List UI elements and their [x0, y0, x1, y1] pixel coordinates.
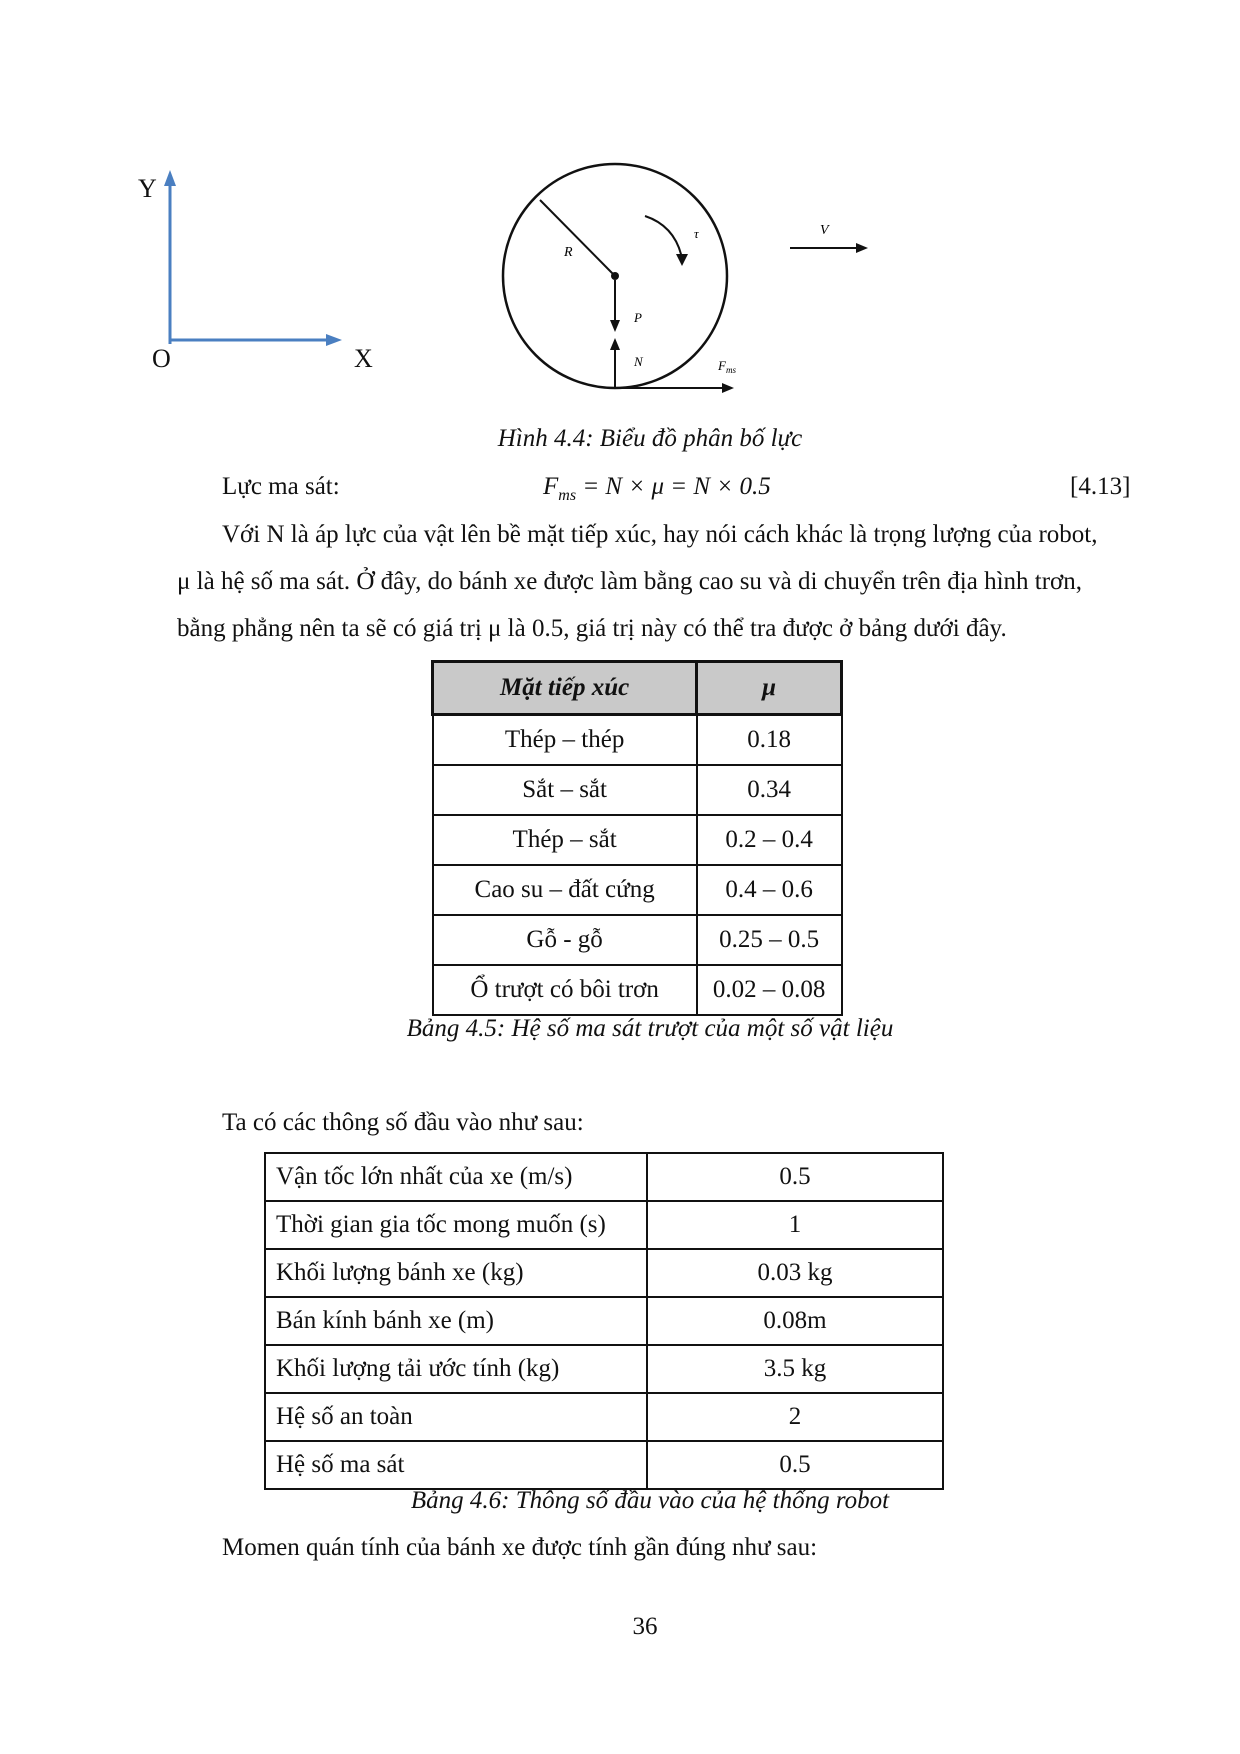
- coefficient-cell: 0.25 – 0.5: [697, 915, 842, 965]
- closing-text: Momen quán tính của bánh xe được tính gần đúng như sau:: [222, 1534, 818, 1561]
- param-name: Khối lượng tải ước tính (kg): [265, 1345, 647, 1393]
- param-table-caption: Bảng 4.6: Thông số đầu vào của hệ thống robot: [410, 1487, 890, 1514]
- param-name: Khối lượng bánh xe (kg): [265, 1249, 647, 1297]
- table-row: [265, 1441, 943, 1489]
- x-axis-label: X: [354, 344, 373, 373]
- coefficient-cell: 0.4 – 0.6: [697, 865, 842, 915]
- paragraph-line-2: μ là hệ số ma sát. Ở đây, do bánh xe được làm bằng cao su và di chuyển trên địa hình trơn,: [177, 568, 1083, 595]
- material-cell: Sắt – sắt: [433, 765, 697, 815]
- param-value: 0.08m: [647, 1297, 943, 1345]
- equation-rhs: = N × μ = N × 0.5: [576, 473, 771, 500]
- paragraph-line-1: Với N là áp lực của vật lên bề mặt tiếp xúc, hay nói cách khác là trọng lượng của robot,: [222, 521, 1098, 548]
- material-cell: Gỗ - gỗ: [433, 915, 697, 965]
- material-cell: Thép – thép: [433, 715, 697, 766]
- radius-label: R: [564, 245, 573, 260]
- input-parameters-table: [264, 1152, 944, 1490]
- table-row: [433, 765, 842, 815]
- figure-caption: Hình 4.4: Biểu đồ phân bố lực: [497, 425, 803, 452]
- table-row: [265, 1297, 943, 1345]
- coefficient-cell: 0.18: [697, 715, 842, 766]
- param-value: 2: [647, 1393, 943, 1441]
- param-name: Thời gian gia tốc mong muốn (s): [265, 1201, 647, 1249]
- param-value: 0.5: [647, 1153, 943, 1201]
- table-row: [265, 1345, 943, 1393]
- force-diagram: [500, 160, 900, 410]
- coefficient-cell: 0.34: [697, 765, 842, 815]
- weight-label: P: [634, 310, 642, 325]
- friction-equation: [543, 474, 771, 504]
- param-name: Hệ số an toàn: [265, 1393, 647, 1441]
- wheel-diagram: [500, 160, 900, 410]
- coordinate-axes: [130, 168, 390, 378]
- param-value: 0.03 kg: [647, 1249, 943, 1297]
- param-value: 0.5: [647, 1441, 943, 1489]
- material-cell: Ổ trượt có bôi trơn: [433, 965, 697, 1015]
- param-value: 3.5 kg: [647, 1345, 943, 1393]
- table-row: [433, 865, 842, 915]
- table-row: [265, 1393, 943, 1441]
- velocity-label: V: [820, 223, 829, 238]
- equation-label: Lực ma sát:: [222, 473, 340, 500]
- normal-label: N: [634, 354, 643, 369]
- param-name: Vận tốc lớn nhất của xe (m/s): [265, 1153, 647, 1201]
- equation-subscript: ms: [558, 487, 577, 504]
- origin-label: O: [152, 344, 171, 373]
- table-row: [265, 1249, 943, 1297]
- torque-label: τ: [694, 226, 699, 241]
- friction-coefficient-table: [431, 660, 843, 1016]
- equation-lhs: F: [543, 473, 559, 500]
- params-intro: Ta có các thông số đầu vào như sau:: [222, 1109, 584, 1136]
- param-name: Bán kính bánh xe (m): [265, 1297, 647, 1345]
- coefficient-cell: 0.2 – 0.4: [697, 815, 842, 865]
- friction-label: $F_{ms}$: [718, 358, 736, 375]
- table-row: [265, 1153, 943, 1201]
- page-number: 36: [632, 1613, 658, 1640]
- table-row: [433, 965, 842, 1015]
- table-row: [433, 715, 842, 766]
- material-cell: Thép – sắt: [433, 815, 697, 865]
- coefficient-cell: 0.02 – 0.08: [697, 965, 842, 1015]
- param-name: Hệ số ma sát: [265, 1441, 647, 1489]
- paragraph-line-3: bằng phẳng nên ta sẽ có giá trị μ là 0.5, giá trị này có thể tra được ở bảng dưới đây.: [177, 615, 1007, 642]
- table-row: [433, 915, 842, 965]
- header-mu: μ: [697, 662, 842, 715]
- y-axis-label: Y: [138, 174, 157, 203]
- param-value: 1: [647, 1201, 943, 1249]
- table-row: [433, 815, 842, 865]
- table-row: [265, 1201, 943, 1249]
- table-header-row: [433, 662, 842, 715]
- header-contact-surface: Mặt tiếp xúc: [433, 662, 697, 715]
- equation-number: [4.13]: [1070, 473, 1131, 500]
- friction-table-caption: Bảng 4.5: Hệ số ma sát trượt của một số vật liệu: [406, 1015, 894, 1042]
- material-cell: Cao su – đất cứng: [433, 865, 697, 915]
